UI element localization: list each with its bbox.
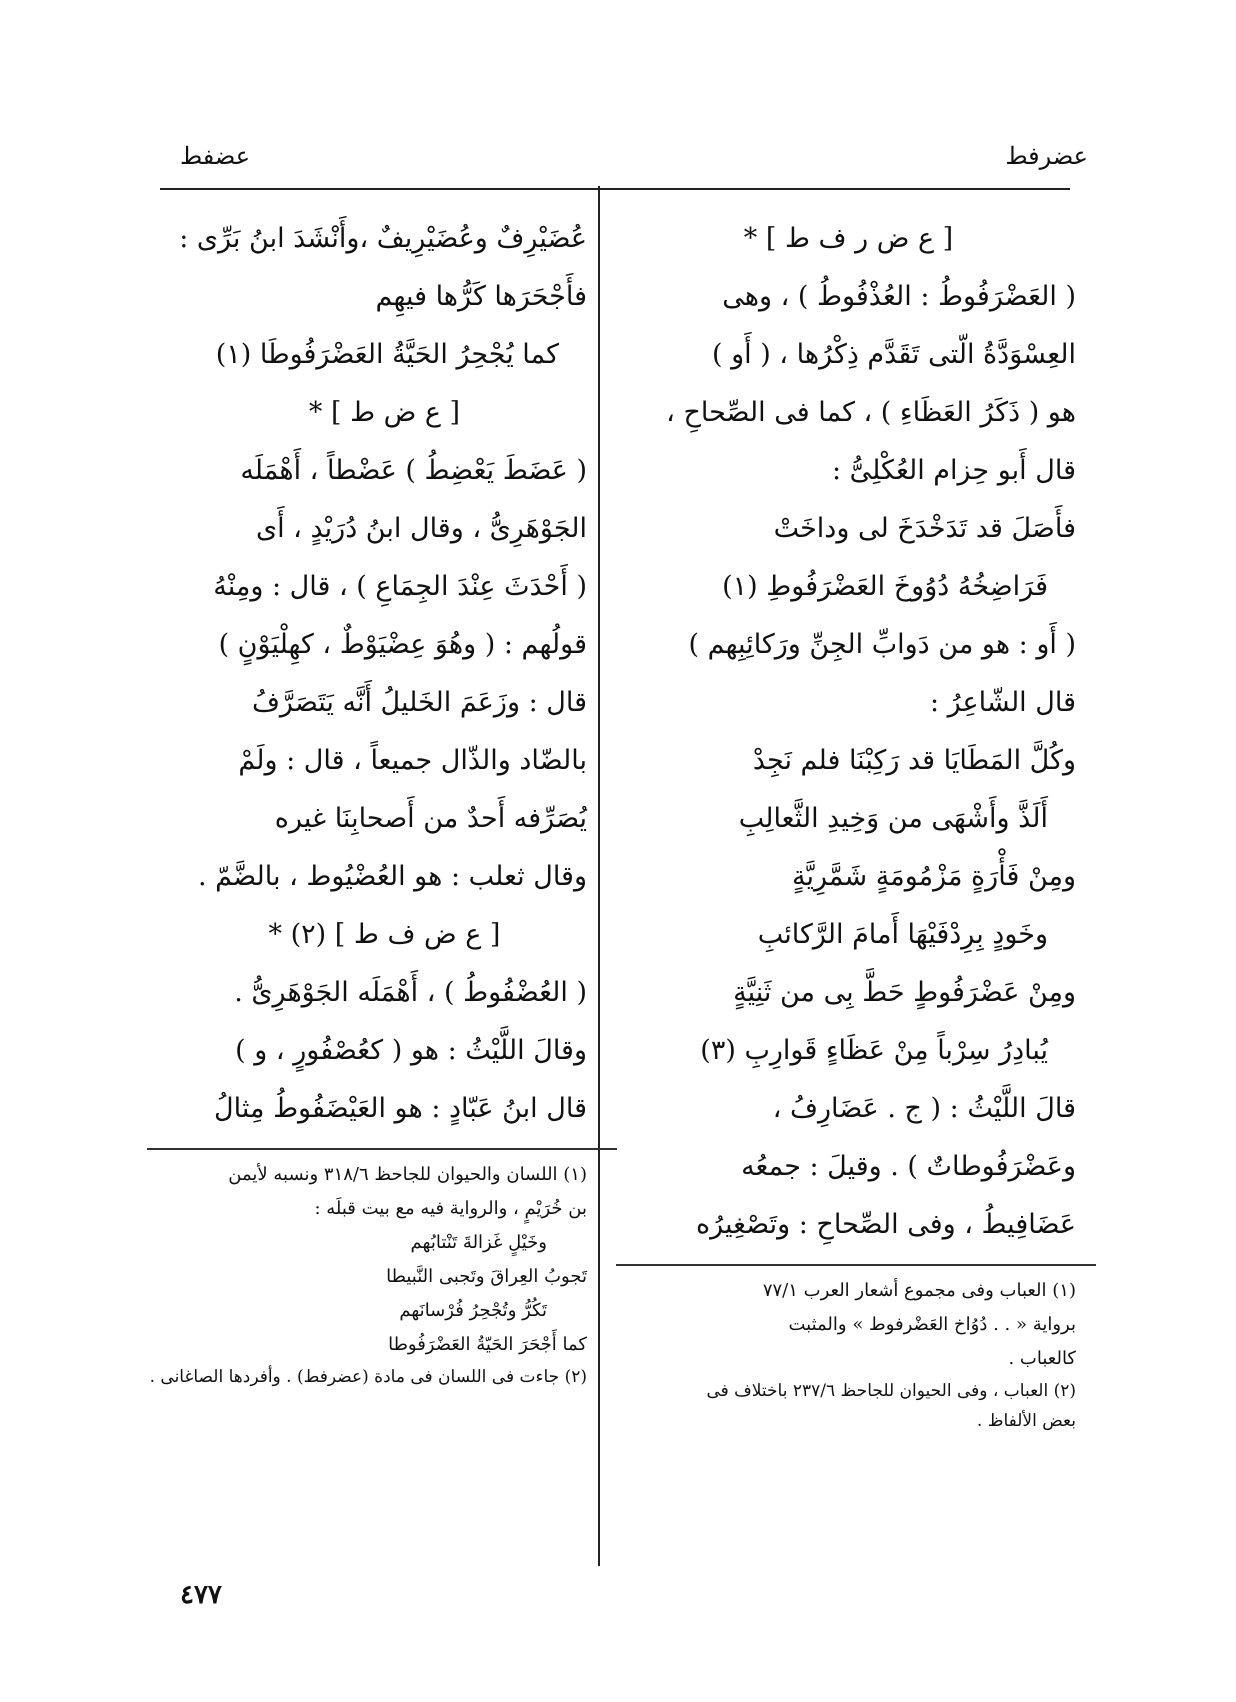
verse-hemistich: وخَودٍ بِرِدْفَيْهَا أَمامَ الرَّكائبِ (757, 919, 1048, 950)
verse-hemistich: فأَجْحَرَها كَرُّها فيهِم (375, 281, 587, 312)
verse-hemistich: فأَصَلَ قد تَدَخْدَخَ لى وداخَتْ (773, 513, 1076, 544)
text-line: هو ( ذَكَرُ العَظَاءِ ) ، كما فى الصِّحاحِ ، (666, 397, 1076, 428)
text-line: قولُهم : ( وهُوَ عِضْيَوْطٌ ، كهِلْيَوْنٍ ) (218, 629, 587, 660)
text-line: وقالَ اللَّيْثُ : هو ( كعُصْفُورٍ ، و ) (235, 1035, 587, 1066)
footnote-line: بعض الألفاظ . (976, 1411, 1076, 1431)
verse-hemistich: كما يُجْحِرُ الحَيَّةُ العَضْرَفُوطَا (١) (215, 339, 559, 370)
text-line: ( العُضْفُوطُ ) ، أَهْمَلَه الجَوْهَرِىُّ . (234, 977, 587, 1008)
text-line: ( أَو : هو من دَوابِّ الجِنِّ ورَكائِبِهم ) (688, 629, 1076, 660)
text-line: ( أَحْدَثَ عِنْدَ الجِمَاعِ ) ، قال : ومِنْهُ (213, 571, 587, 602)
text-line: وقال ثعلب : هو العُضْيُوط ، بالضَّمّ . (197, 861, 587, 892)
entry-heading-ayn-dad-fa-ta: [ ع ض ف ط ] (٢) * (268, 919, 501, 950)
text-line: قال الشّاعِرُ : (929, 687, 1076, 718)
footnote-rule (147, 1148, 617, 1150)
text-line: الجَوْهَرِىُّ ، وقال ابنُ دُرَيْدٍ ، أَى (255, 513, 587, 544)
running-header-left: عضفط (180, 142, 251, 170)
verse-hemistich: يُبادِرُ سِرْباً مِنْ عَظَاءٍ قَوارِبِ (٣) (700, 1035, 1048, 1066)
entry-heading-ayn-dad-ra-fa-ta: [ ع ض ر ف ط ] * (743, 223, 954, 254)
entry-heading-ayn-dad-ta: [ ع ض ط ] * (308, 397, 461, 428)
footnote-line: (١) اللسان والحيوان للجاحظ ٣١٨/٦ ونسبه لأيمن (228, 1164, 587, 1185)
footnote-line: بن خُرَيْمٍ ، والرواية فيه مع بيت قبلَه : (314, 1198, 587, 1219)
page-number: ٤٧٧ (180, 1580, 222, 1610)
footnote-verse: كما أَجْحَرَ الحَيّةُ العَضْرَفُوطا (388, 1334, 587, 1355)
text-line: عَضَافِيطُ ، وفى الصِّحاحِ : وتَصْغِيرُه (695, 1209, 1076, 1240)
verse-hemistich: ومِنْ عَضْرَفُوطٍ حَطَّ بِى من ثَنِيَّةٍ (733, 977, 1076, 1008)
text-line: العِسْوَدَّةُ الّتى تَقَدَّم ذِكْرُها ، ( أَو ) (711, 339, 1076, 370)
footnote-line: برواية « . . دُوُاخ العَضْرفوط » والمثبت (788, 1314, 1076, 1335)
text-line: قال أَبو حِزام العُكْلِىُّ : (831, 455, 1076, 486)
text-line: ( العَضْرَفُوطُ : العُذْفُوطُ ) ، وهى (722, 281, 1076, 312)
footnote-line: (٢) جاءت فى اللسان فى مادة (عضرفط) . وأفردها الصاغانى . (149, 1367, 587, 1387)
text-line: قالَ اللَّيْثُ : ( ج . عَضَارِفُ ، (772, 1093, 1076, 1124)
running-header-right: عضرفط (1005, 142, 1088, 170)
text-line: عُضَيْرِفٌ وعُضَيْرِيفٌ ،وأَنْشَدَ ابنُ بَرِّى : (179, 223, 587, 254)
text-line: بالضّاد والذّال جميعاً ، قال : ولَمْ (238, 745, 587, 776)
right-column (621, 210, 1076, 1436)
footnote-verse: تَجوبُ العِراقَ وتَجبى النَّبيطا (386, 1266, 587, 1287)
text-line: قال ابنُ عَبّادٍ : هو العَيْضَفُوطُ مِثالُ (214, 1093, 587, 1124)
verse-hemistich: أَلَذَّ وأَشْهَى من وَخِيدِ الثَّعالِبِ (738, 803, 1048, 834)
text-line: يُصَرِّفه أَحدٌ من أَصحابِنَا غيره (274, 803, 587, 834)
column-divider (598, 186, 600, 1566)
footnote-line: (١) العباب وفى مجموع أشعار العرب ٧٧/١ (762, 1280, 1076, 1301)
verse-hemistich: فَرَاضِخُهُ دُوُوخَ العَضْرَفُوطِ (١) (722, 571, 1048, 602)
verse-hemistich: وكُلَّ المَطَايَا قد رَكِبْنَا فلم نَجِدْ (752, 745, 1076, 776)
footnote-verse: وخَيْلٍ غَزالةَ تَنْتابُهم (410, 1232, 547, 1253)
left-column (149, 210, 587, 1392)
footnote-rule (616, 1264, 1096, 1266)
header-rule (160, 188, 1070, 190)
verse-hemistich: ومِنْ فَأْرَةٍ مَزْمُومَةٍ شَمَّرِيَّةٍ (792, 861, 1076, 892)
footnote-line: (٢) العباب ، وفى الحيوان للجاحظ ٢٣٧/٦ باختلاف فى (706, 1381, 1076, 1401)
footnote-line: كالعباب . (1008, 1348, 1076, 1369)
text-line: قال : وزَعَمَ الخَليلُ أَنَّه يَتَصَرَّفُ (251, 687, 587, 718)
text-line: ( عَضَطَ يَعْضِطُ ) عَضْطاً ، أَهْمَلَه (240, 455, 587, 486)
text-line: وعَضْرَفُوطاتٌ ) . وقيلَ : جمعُه (741, 1151, 1076, 1182)
footnote-verse: تَكُرُّ وتُجْحِرُ فُرْسانَهم (399, 1300, 547, 1321)
